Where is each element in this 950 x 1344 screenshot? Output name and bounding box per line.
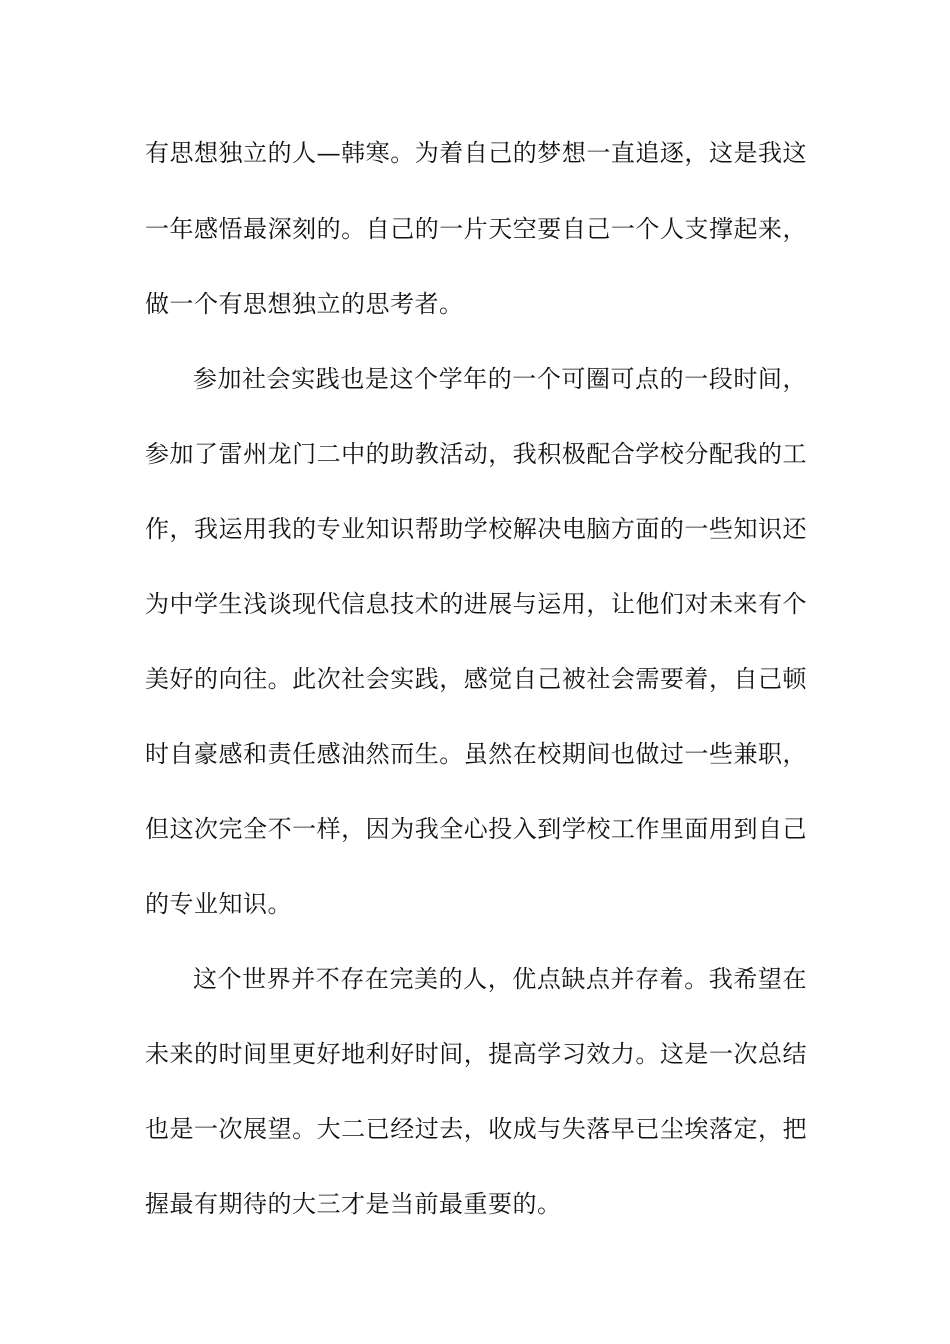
text-line: 美好的向往。此次社会实践，感觉自己被社会需要着，自己顿: [145, 665, 807, 693]
text-line: 为中学生浅谈现代信息技术的进展与运用，让他们对未来有个: [145, 590, 807, 618]
text-line: 的专业知识。: [145, 890, 292, 918]
text-line: 参加了雷州龙门二中的助教活动，我积极配合学校分配我的工: [145, 440, 807, 468]
text-line: 也是一次展望。大二已经过去，收成与失落早已尘埃落定，把: [145, 1115, 807, 1143]
text-line: 作，我运用我的专业知识帮助学校解决电脑方面的一些知识还: [145, 515, 807, 543]
text-line: 时自豪感和责任感油然而生。虽然在校期间也做过一些兼职，: [145, 740, 807, 768]
text-line: 做一个有思想独立的思考者。: [145, 290, 464, 318]
text-line: 握最有期待的大三才是当前最重要的。: [145, 1190, 562, 1218]
text-line: 未来的时间里更好地利好时间，提高学习效力。这是一次总结: [145, 1040, 807, 1068]
paragraph-first-line: 这个世界并不存在完美的人，优点缺点并存着。我希望在: [193, 965, 807, 993]
text-line: 有思想独立的人—韩寒。为着自己的梦想一直追逐，这是我这: [145, 139, 807, 167]
paragraph-first-line: 参加社会实践也是这个学年的一个可圈可点的一段时间，: [193, 365, 807, 393]
text-line: 一年感悟最深刻的。自己的一片天空要自己一个人支撑起来，: [145, 215, 807, 243]
text-line: 但这次完全不一样，因为我全心投入到学校工作里面用到自己: [145, 815, 807, 843]
